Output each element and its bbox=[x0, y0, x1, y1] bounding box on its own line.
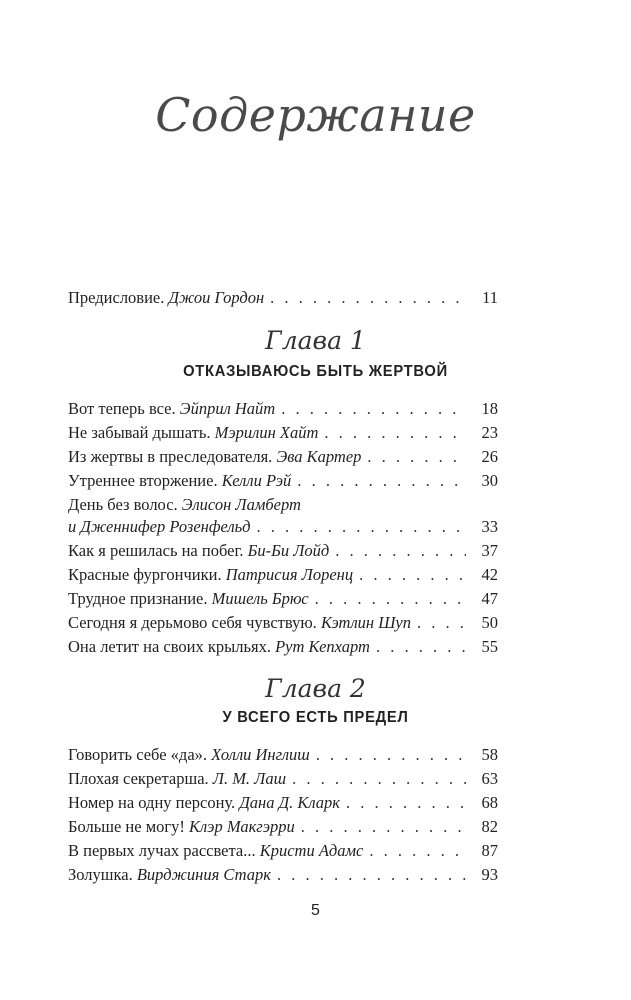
toc-entry-two-line-second bbox=[68, 517, 498, 537]
entry-page: 82 bbox=[481, 817, 498, 836]
leader-dots bbox=[277, 865, 466, 885]
entry-title: Предисловие. Джои Гордон bbox=[68, 288, 265, 307]
entry-page: 30 bbox=[481, 471, 498, 490]
leader-dots bbox=[297, 471, 466, 491]
leader-dots bbox=[335, 541, 466, 561]
entry-page: 87 bbox=[481, 841, 498, 860]
entry-author: Эйприл Найт bbox=[179, 399, 276, 418]
chapter-heading-1: ОТКАЗЫВАЮСЬ БЫТЬ ЖЕРТВОЙ bbox=[183, 363, 448, 380]
toc-entry: Трудное признание. Мишель Брюс . . . 47 bbox=[68, 589, 498, 609]
toc-entry: Она летит на своих крыльях. Рут Кепхарт . . . 55 bbox=[68, 637, 498, 657]
entry-author: Л. М. Лаш bbox=[212, 769, 287, 788]
entry-page: 23 bbox=[481, 423, 498, 442]
toc-entry: Номер на одну персону. Дана Д. Кларк . . . 68 bbox=[68, 793, 498, 813]
toc-entry: Больше не могу! Клэр Макгэрри . . . 82 bbox=[68, 817, 498, 837]
entry-page: 18 bbox=[481, 399, 498, 418]
entry-page: 63 bbox=[481, 769, 498, 788]
entry-author: Джои Гордон bbox=[168, 288, 265, 307]
entry-page: 93 bbox=[481, 865, 498, 884]
toc-entry: Сегодня я дерьмово себя чувствую. Кэтлин Шуп . . . 50 bbox=[68, 613, 498, 633]
entry-page: 47 bbox=[481, 589, 498, 608]
leader-dots bbox=[369, 841, 466, 861]
entry-author: Вирджиния Старк bbox=[136, 865, 271, 884]
leader-dots bbox=[257, 517, 467, 537]
leader-dots bbox=[417, 613, 466, 633]
page-title: Содержание bbox=[155, 88, 476, 142]
entry-page: 26 bbox=[481, 447, 498, 466]
entry-author: Би-Би Лойд bbox=[247, 541, 330, 560]
leader-dots bbox=[316, 745, 466, 765]
toc-entry: Золушка. Вирджиния Старк . . . 93 bbox=[68, 865, 498, 885]
entry-page: 42 bbox=[481, 565, 498, 584]
entry-page: 11 bbox=[482, 288, 498, 307]
page-number: 5 bbox=[311, 902, 320, 919]
toc-entry: Вот теперь все. Эйприл Найт . . . 18 bbox=[68, 399, 498, 419]
leader-dots bbox=[270, 288, 466, 308]
entry-author: Клэр Макгэрри bbox=[189, 817, 295, 836]
toc-entry-preface bbox=[68, 288, 498, 308]
toc-entry: Из жертвы в преследователя. Эва Картер . . . 26 bbox=[68, 447, 498, 467]
leader-dots bbox=[292, 769, 466, 789]
chapter-label-1: Глава 1 bbox=[265, 326, 366, 355]
leader-dots bbox=[281, 399, 466, 419]
leader-dots bbox=[359, 565, 466, 585]
entry-page: 58 bbox=[481, 745, 498, 764]
entry-author: Мэрилин Хайт bbox=[214, 423, 319, 442]
toc-entry: Не забывай дышать. Мэрилин Хайт . . . 23 bbox=[68, 423, 498, 443]
leader-dots bbox=[346, 793, 466, 813]
entry-page: 55 bbox=[481, 637, 498, 656]
entry-author: Элисон Ламберт bbox=[181, 495, 301, 514]
leader-dots bbox=[324, 423, 466, 443]
entry-author: и Дженнифер Розенфельд bbox=[68, 517, 251, 536]
toc-entry-two-line-first: День без волос. Элисон Ламберт bbox=[68, 495, 301, 514]
entry-author: Патрисия Лоренц bbox=[225, 565, 354, 584]
chapter-heading-2: У ВСЕГО ЕСТЬ ПРЕДЕЛ bbox=[222, 709, 409, 726]
toc-entry: Говорить себе «да». Холли Инглиш . . . 58 bbox=[68, 745, 498, 765]
entry-author: Кристи Адамс bbox=[259, 841, 364, 860]
entry-author: Рут Кепхарт bbox=[275, 637, 370, 656]
toc-entry: В первых лучах рассвета... Кристи Адамс . . . 87 bbox=[68, 841, 498, 861]
entry-page: 37 bbox=[481, 541, 498, 560]
toc-entry: Красные фургончики. Патрисия Лоренц . . . 42 bbox=[68, 565, 498, 585]
entry-author: Кэтлин Шуп bbox=[320, 613, 411, 632]
toc-entry: Как я решилась на побег. Би-Би Лойд . . . 37 bbox=[68, 541, 498, 561]
leader-dots bbox=[315, 589, 466, 609]
entry-page: 50 bbox=[481, 613, 498, 632]
toc-entry: Утреннее вторжение. Келли Рэй . . . 30 bbox=[68, 471, 498, 491]
chapter-label-2: Глава 2 bbox=[265, 674, 366, 703]
entry-page: 68 bbox=[481, 793, 498, 812]
entry-author: Дана Д. Кларк bbox=[239, 793, 340, 812]
leader-dots bbox=[367, 447, 466, 467]
toc-entry: Плохая секретарша. Л. М. Лаш . . . 63 bbox=[68, 769, 498, 789]
entry-author: Келли Рэй bbox=[221, 471, 292, 490]
entry-page: 33 bbox=[481, 517, 498, 536]
entry-author: Эва Картер bbox=[276, 447, 362, 466]
leader-dots bbox=[301, 817, 466, 837]
entry-author: Мишель Брюс bbox=[211, 589, 309, 608]
leader-dots bbox=[376, 637, 466, 657]
entry-author: Холли Инглиш bbox=[211, 745, 310, 764]
